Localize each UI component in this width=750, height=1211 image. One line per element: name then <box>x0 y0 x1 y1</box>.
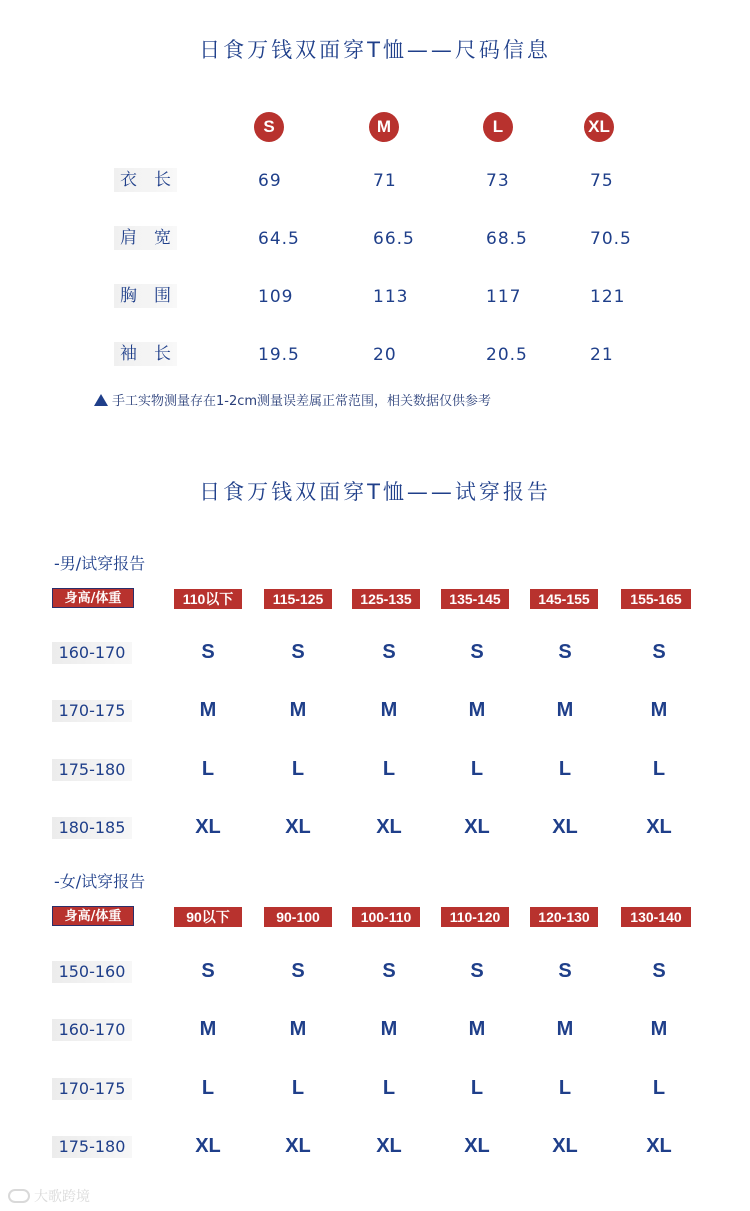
size-cell: XL <box>646 816 672 838</box>
value: 117 <box>486 287 522 307</box>
weight-header: 115-125 <box>264 589 332 609</box>
size-cell: M <box>468 1018 486 1040</box>
height-range: 170-175 <box>52 700 132 722</box>
value: 71 <box>373 171 397 191</box>
size-cell: L <box>558 758 572 780</box>
size-cell: XL <box>285 816 311 838</box>
size-cell: XL <box>464 1135 490 1157</box>
size-cell: S <box>652 960 666 982</box>
size-cell: XL <box>552 816 578 838</box>
value: 66.5 <box>373 229 415 249</box>
male-report-heading: -男/试穿报告 <box>54 554 146 573</box>
size-cell: L <box>291 758 305 780</box>
size-cell: S <box>558 641 572 663</box>
size-cell: L <box>201 1077 215 1099</box>
size-cell: M <box>199 1018 217 1040</box>
height-weight-label: 身高/体重 <box>52 588 134 608</box>
size-badge-l: L <box>483 112 513 142</box>
value: 21 <box>590 345 614 365</box>
size-cell: XL <box>195 1135 221 1157</box>
size-badge-s: S <box>254 112 284 142</box>
size-cell: M <box>556 699 574 721</box>
weight-header: 130-140 <box>621 907 691 927</box>
weight-header: 90以下 <box>174 907 242 927</box>
size-cell: XL <box>376 1135 402 1157</box>
size-cell: L <box>558 1077 572 1099</box>
weight-header: 145-155 <box>530 589 598 609</box>
height-range: 170-175 <box>52 1078 132 1100</box>
size-info-title: 日食万钱双面穿T恤——尺码信息 <box>199 38 551 62</box>
size-cell: M <box>380 699 398 721</box>
size-cell: M <box>468 699 486 721</box>
size-cell: L <box>652 1077 666 1099</box>
value: 20.5 <box>486 345 528 365</box>
row-label: 衣 长 <box>114 168 177 192</box>
height-range: 175-180 <box>52 1136 132 1158</box>
weight-header: 110以下 <box>174 589 242 609</box>
weight-header: 120-130 <box>530 907 598 927</box>
size-cell: S <box>201 960 215 982</box>
height-weight-label: 身高/体重 <box>52 906 134 926</box>
measurement-note <box>94 390 491 409</box>
size-cell: S <box>470 960 484 982</box>
size-cell: L <box>470 758 484 780</box>
size-cell: XL <box>464 816 490 838</box>
size-badge-xl: XL <box>584 112 614 142</box>
value: 20 <box>373 345 397 365</box>
row-label: 胸 围 <box>114 284 177 308</box>
size-cell: M <box>289 699 307 721</box>
size-cell: S <box>291 960 305 982</box>
weight-header: 110-120 <box>441 907 509 927</box>
triangle-icon <box>94 394 108 406</box>
size-cell: XL <box>552 1135 578 1157</box>
value: 68.5 <box>486 229 528 249</box>
size-cell: L <box>652 758 666 780</box>
size-cell: XL <box>285 1135 311 1157</box>
size-cell: S <box>558 960 572 982</box>
value: 113 <box>373 287 409 307</box>
size-cell: S <box>382 960 396 982</box>
size-cell: XL <box>646 1135 672 1157</box>
row-label: 肩 宽 <box>114 226 177 250</box>
row-label: 袖 长 <box>114 342 177 366</box>
height-range: 180-185 <box>52 817 132 839</box>
weight-header: 100-110 <box>352 907 420 927</box>
value: 19.5 <box>258 345 300 365</box>
size-cell: M <box>199 699 217 721</box>
size-cell: S <box>470 641 484 663</box>
height-range: 160-170 <box>52 642 132 664</box>
size-cell: L <box>382 758 396 780</box>
size-cell: XL <box>376 816 402 838</box>
value: 73 <box>486 171 510 191</box>
female-report-heading: -女/试穿报告 <box>54 872 146 891</box>
size-cell: M <box>289 1018 307 1040</box>
size-cell: S <box>291 641 305 663</box>
value: 109 <box>258 287 294 307</box>
value: 121 <box>590 287 626 307</box>
height-range: 160-170 <box>52 1019 132 1041</box>
watermark-logo-icon <box>8 1189 30 1203</box>
value: 69 <box>258 171 282 191</box>
height-range: 150-160 <box>52 961 132 983</box>
trial-report-title: 日食万钱双面穿T恤——试穿报告 <box>199 480 551 504</box>
value: 64.5 <box>258 229 300 249</box>
weight-header: 155-165 <box>621 589 691 609</box>
value: 70.5 <box>590 229 632 249</box>
size-cell: S <box>201 641 215 663</box>
size-cell: M <box>650 1018 668 1040</box>
size-cell: S <box>652 641 666 663</box>
size-cell: M <box>650 699 668 721</box>
size-cell: S <box>382 641 396 663</box>
height-range: 175-180 <box>52 759 132 781</box>
size-cell: L <box>470 1077 484 1099</box>
value: 75 <box>590 171 614 191</box>
weight-header: 90-100 <box>264 907 332 927</box>
size-badge-m: M <box>369 112 399 142</box>
note-text: 手工实物测量存在1-2cm测量误差属正常范围，相关数据仅供参考 <box>112 394 492 409</box>
size-cell: L <box>382 1077 396 1099</box>
weight-header: 135-145 <box>441 589 509 609</box>
size-cell: XL <box>195 816 221 838</box>
watermark <box>8 1186 90 1206</box>
weight-header: 125-135 <box>352 589 420 609</box>
size-cell: M <box>380 1018 398 1040</box>
size-cell: L <box>201 758 215 780</box>
size-cell: M <box>556 1018 574 1040</box>
watermark-text: 大歌跨境 <box>34 1189 90 1205</box>
size-cell: L <box>291 1077 305 1099</box>
